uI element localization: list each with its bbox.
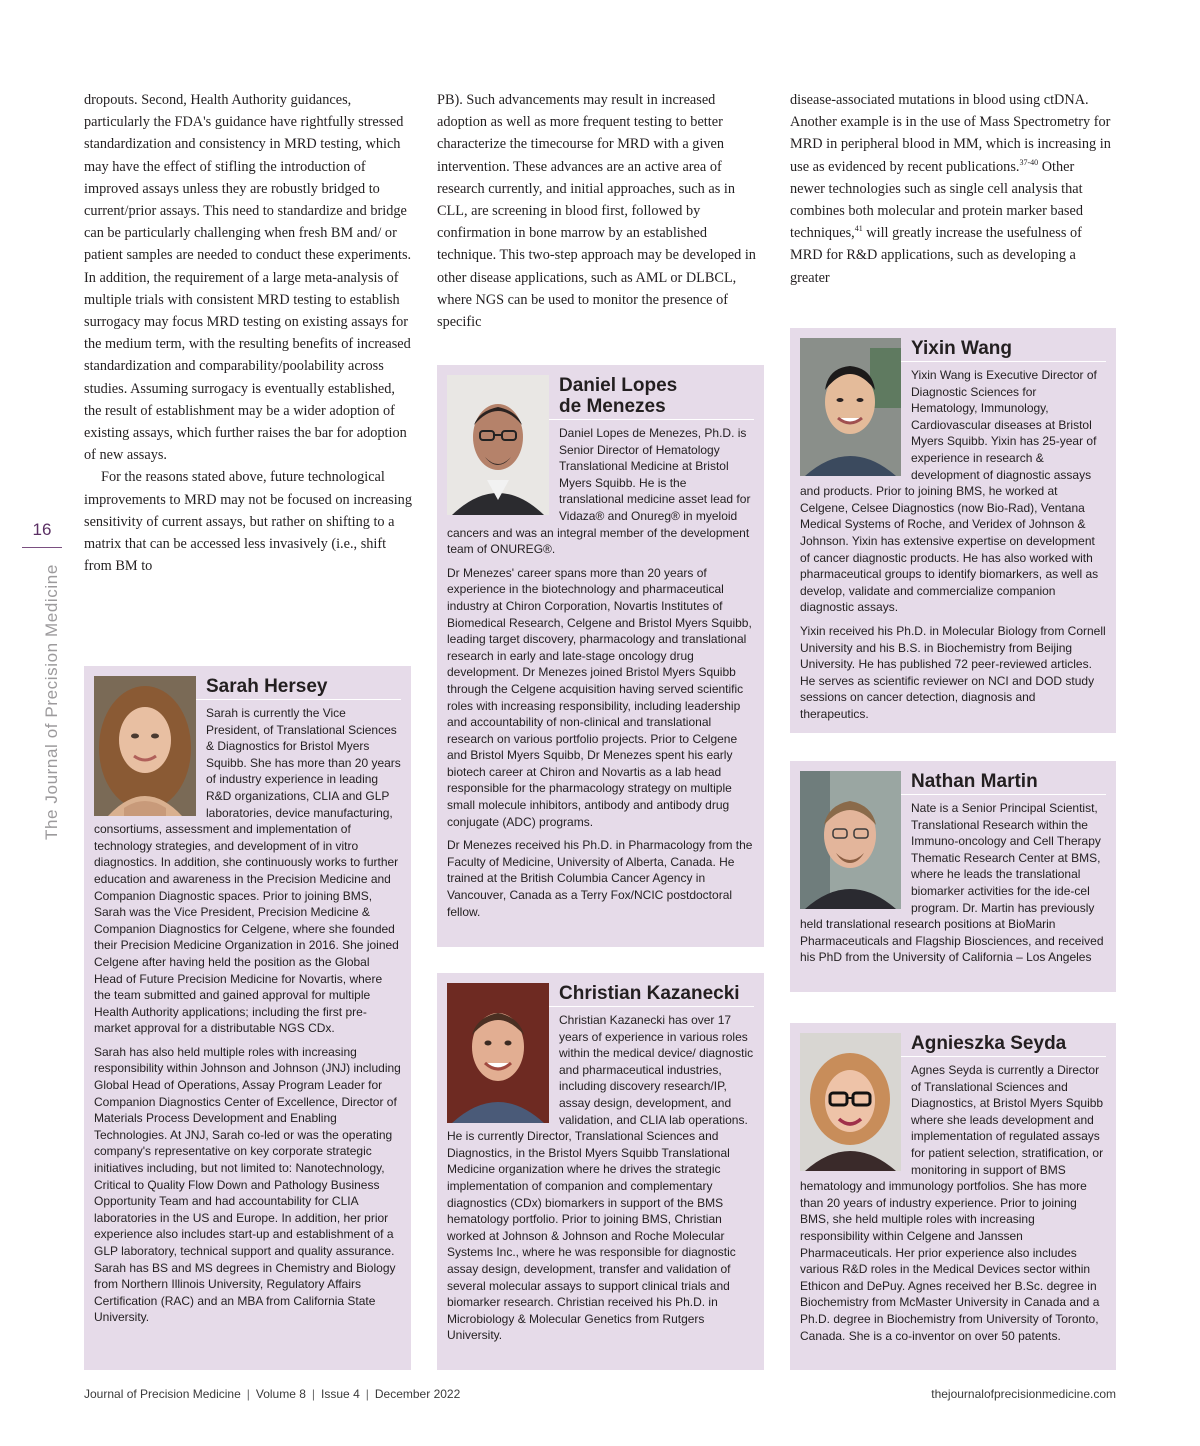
bio-box-sarah-hersey <box>84 666 411 1370</box>
footer-date: December 2022 <box>374 1387 461 1401</box>
portrait-photo-yixin-wang <box>800 338 901 476</box>
bio-name: Yixin Wang <box>800 338 1106 362</box>
bio-paragraph: Sarah has also held multiple roles with increasing responsibility within Johnson and Johnson (JNJ) including Global Head of Operations, Assay Program Leader for Companion Diagnostics Center of Excellence, Director of Materials Process Development and Enabling Technologies. At JNJ, Sarah co-led or was the operating company's representative on key corporate strategic initiatives including, but not limited to: Nanotechnology, Critical to Quality Flow Down and Pathology Business Opportunity Team and had accountability for CLIA laboratories in the US and Europe. In addition, her prior experience also includes start-up and establishment of a GLP laboratory, technical support and quality assurance. Sarah has BS and MS degrees in Chemistry and Biology from Northern Illinois University, Regulatory Affairs Certification (RAC) and an MBA from California State University. <box>94 1044 401 1325</box>
reference-superscript: 37-40 <box>1019 157 1039 167</box>
body-paragraph: PB). Such advancements may result in increased adoption as well as more frequent testing to better characterize the timecourse for MRD with a given intervention. These advances are an active area of research currently, and initial approaches, such as in CLL, are screening in blood first, followed by confirmation in bone marrow by an established technique. This two-step approach may be developed in other disease applications, such as AML or DLBCL, where NGS can be used to monitor the presence of specific <box>437 92 756 331</box>
body-paragraph: disease-associated mutations in blood using ctDNA. Another example is in the use of Mass Spectrometry for MRD in peripheral blood in MM, which is increasing in use as evidenced by recent publications.$^{37-40}$ Other newer technologies such as single cell analysis that combines both molecular and protein marker based techniques,$^{41}$ will greatly increase the usefulness of MRD for R&D applications, such as developing a greater <box>790 92 1111 286</box>
bio-paragraph: Dr Menezes' career spans more than 20 years of experience in the biotechnology and pharmaceutical industry at Chiron Corporation, Novartis Institutes of Biomedical Research, Celgene and Bristol Myers Squibb, leading target discovery, pharmacology and translational research in early and late-stage oncology drug development. Dr Menezes joined Bristol Myers Squibb through the Celgene acquisition having served scientific roles with increasing responsibility, including leadership and accountability of non-clinical and translational research on various portfolio projects. Prior to Celgene and Bristol Myers Squibb, Dr Menezes spent his early biotech career at Chiron and Novartis as a lab head responsible for the pharmacology strategy on multiple small molecule inhibitors, antibody and antibody drug conjugate (ADC) programs. <box>447 565 752 829</box>
bio-name: Daniel Lopes de Menezes <box>447 375 754 420</box>
portrait-photo-sarah-hersey <box>94 676 196 816</box>
bio-box-christian-kazanecki <box>437 973 764 1370</box>
bio-box-agnieszka-seyda <box>790 1023 1116 1370</box>
body-column-3 <box>790 89 1112 289</box>
footer-volume: Volume 8 <box>255 1387 306 1401</box>
bio-paragraph: Nate is a Senior Principal Scientist, Translational Research within the Immuno-oncology and Cell Therapy Thematic Research Center at BMS, where he leads the translational biomarker activities for the ide-cel program. Dr. Martin has previously held translational research positions at BioMarin Pharmaceuticals and Flagship Biosciences, and received his PhD from the University of California – Los Angeles <box>800 801 1104 965</box>
body-paragraph: dropouts. Second, Health Authority guidances, particularly the FDA's guidance have rightfully stressed standardization and consistency in MRD testing, which may have the effect of stifling the introduction of improved assays unless they are robustly bridged to current/prior assays. This need to standardize and bridge can be particularly challenging when fresh BM and/ or patient samples are needed to conduct these experiments. In addition, the requirement of a large meta-analysis of multiple trials with consistent MRD testing to establish surrogacy may focus MRD testing on existing assays for the medium term, with the resulting benefits of increased standardization and comparability/poolability across studies. Assuming surrogacy is eventually established, the result of establishment may be a wider adoption of existing assays, which further raises the bar for adoption of new assays. <box>84 92 412 464</box>
portrait-photo-nathan-martin <box>800 771 901 909</box>
page-number: 16 <box>32 520 52 539</box>
body-paragraph: For the reasons stated above, future technological improvements to MRD may not be focused on increasing sensitivity of current assays, but rather on shifting to a matrix that can be accessed less invasively (i.e., shift from BM to <box>84 469 412 575</box>
bio-paragraph: Yixin received his Ph.D. in Molecular Biology from Cornell University and his B.S. in Biochemistry from Beijing University. He has published 72 peer-reviewed articles. He serves as scientific reviewer on NCI and DOD study sessions on cancer detection, diagnosis and therapeutics. <box>800 623 1106 721</box>
portrait-photo-agnieszka-seyda <box>800 1033 901 1171</box>
bio-paragraph: Agnes Seyda is currently a Director of Translational Sciences and Diagnostics, at Bristol Myers Squibb where she leads development and implementation of regulated assays for patient selection, stratification, or monitoring in support of BMS hematology and immunology portfolios. She has more than 20 years of industry experience. Prior to joining BMS, she held multiple roles with increasing responsibility within Celgene and Janssen Pharmaceuticals. Her prior experience also includes various R&D roles in the Medical Devices sector within Ethicon and DePuy. Agnes received her B.Sc. degree in Biochemistry from McMaster University in Canada and a Ph.D. degree in Biochemistry from University of Toronto, Canada. She is a co-inventor on over 50 patents. <box>800 1063 1104 1343</box>
footer-citation: Journal of Precision Medicine | Volume 8 | Issue 4 | December 2022 <box>84 1387 461 1401</box>
footer-issue: Issue 4 <box>321 1387 360 1401</box>
bio-box-yixin-wang <box>790 328 1116 733</box>
bio-paragraph: Sarah is currently the Vice President, of Translational Sciences & Diagnostics for Bristol Myers Squibb. She has more than 20 years of industry experience in leading R&D organizations, CLIA and GLP laboratories, device manufacturing, consortiums, assessment and implementation of technology strategies, and development of in vitro diagnostics. In addition, she continuously works to further education and awareness in the Precision Medicine and Companion Diagnostic spaces. Prior to joining BMS, Sarah was the Vice President, Precision Medicine & Companion Diagnostics for Celgene, where she founded their Precision Medicine Organization in 2016. She joined Celgene after having held the position as the Global Head of Future Precision Medicine for Novartis, where the team submitted and gained approval for multiple Health Authority applications; including the first pre-market approval for a distributable NGS CDx. <box>94 706 401 1036</box>
portrait-photo-christian-kazanecki <box>447 983 549 1123</box>
body-column-2 <box>437 89 759 333</box>
footer-website: thejournalofprecisionmedicine.com <box>931 1387 1116 1401</box>
journal-side-title: The Journal of Precision Medicine <box>42 564 61 840</box>
bio-box-nathan-martin <box>790 761 1116 992</box>
portrait-photo-daniel-lopes-de-menezes <box>447 375 549 515</box>
bio-paragraph: Christian Kazanecki has over 17 years of experience in various roles within the medical device/ diagnostic and pharmaceutical industries, including discovery research/IP, assay design, development, and validation, and CLIA lab operations. He is currently Director, Translational Sciences and Diagnostics, in the Bristol Myers Squibb Translational Medicine organization where he drives the strategic implementation of companion and complementary diagnostics (CDx) biomarkers in support of the BMS hematology portfolio. Prior to joining BMS, Christian worked at Johnson & Johnson and Roche Molecular Systems Inc., where he was responsible for diagnostic assay design, development, transfer and validation of several molecular assays to support clinical trials and biomarker research. Christian received his Ph.D. in Microbiology & Molecular Genetics from Rutgers University. <box>447 1013 754 1343</box>
bio-box-daniel-lopes-de-menezes <box>437 365 764 947</box>
bio-paragraph: Dr Menezes received his Ph.D. in Pharmacology from the Faculty of Medicine, University of Alberta, Canada. He trained at the British Columbia Cancer Agency in Vancouver, Canada as a Terry Fox/NCIC postdoctoral fellow. <box>447 838 753 919</box>
bio-name: Nathan Martin <box>800 771 1106 795</box>
body-column-1 <box>84 89 414 577</box>
bio-name: Christian Kazanecki <box>447 983 754 1007</box>
reference-superscript: 41 <box>854 224 863 234</box>
bio-name: Agnieszka Seyda <box>800 1033 1106 1057</box>
bio-name: Sarah Hersey <box>94 676 401 700</box>
page-number-rule <box>22 547 62 548</box>
footer-journal: Journal of Precision Medicine <box>84 1387 241 1401</box>
bio-paragraph: Daniel Lopes de Menezes, Ph.D. is Senior Director of Hematology Translational Medicine at Bristol Myers Squibb. He is the translational medicine asset lead for Vidaza® and Onureg® in myeloid cancers and was an integral member of the development team of ONUREG®. <box>447 426 751 557</box>
bio-paragraph: Yixin Wang is Executive Director of Diagnostic Sciences for Hematology, Immunology, Cardiovascular diseases at Bristol Myers Squibb. Yixin has 25-year of experience in research & development of diagnostic assays and products. Prior to joining BMS, he worked at Celgene, Celsee Diagnostics (now Bio-Rad), Ventana Medical Systems of Roche, and Veridex of Johnson & Johnson. Yixin has extensive expertise on development of cancer diagnostic products. He has also worked with pharmaceutical groups to identify biomarkers, as well as develop, validate and commercialize companion diagnostic assays. <box>800 368 1099 615</box>
